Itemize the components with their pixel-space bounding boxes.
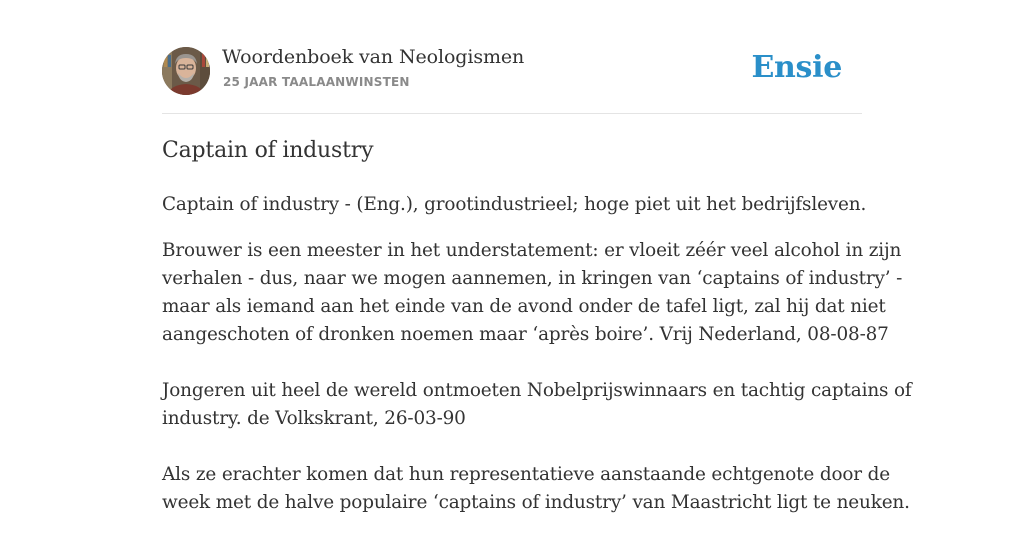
quote-line: industry. de Volkskrant, 26-03-90: [162, 408, 466, 429]
header-divider: [162, 113, 862, 114]
site-header: [162, 46, 862, 96]
entry-definition: Captain of industry - (Eng.), grootindustrieel; hoge piet uit het bedrijfsleven.: [162, 194, 867, 215]
quote-line: maar als iemand aan het einde van de avond onder de tafel ligt, zal hij dat niet: [162, 296, 886, 317]
author-avatar[interactable]: [162, 47, 210, 95]
quote-line: verhalen - dus, naar we mogen aannemen, in kringen van ‘captains of industry’ -: [162, 268, 903, 289]
quote-line: week met de halve populaire ‘captains of industry’ van Maastricht ligt te neuken.: [162, 492, 910, 513]
quote-line: Als ze erachter komen dat hun representatieve aanstaande echtgenote door de: [162, 464, 891, 485]
entry-quotes: [162, 237, 912, 545]
quote-line: Jongeren uit heel de wereld ontmoeten Nobelprijswinnaars en tachtig captains of: [162, 380, 912, 401]
site-subtitle: 25 JAAR TAALAANWINSTEN: [223, 75, 410, 89]
quote-paragraph: [162, 461, 910, 517]
quote-line: Brouwer is een meester in het understatement: er vloeit zéér veel alcohol in zijn: [162, 240, 902, 261]
quote-line: aangeschoten of dronken noemen maar ‘après boire’. Vrij Nederland, 08-08-87: [162, 324, 889, 345]
quote-paragraph: [162, 237, 903, 349]
site-title[interactable]: Woordenboek van Neologismen: [222, 46, 525, 68]
author-portrait-icon: [162, 47, 210, 95]
ensie-logo[interactable]: Ensie: [751, 50, 842, 85]
quote-paragraph: [162, 377, 912, 433]
entry-title: Captain of industry: [162, 138, 374, 163]
